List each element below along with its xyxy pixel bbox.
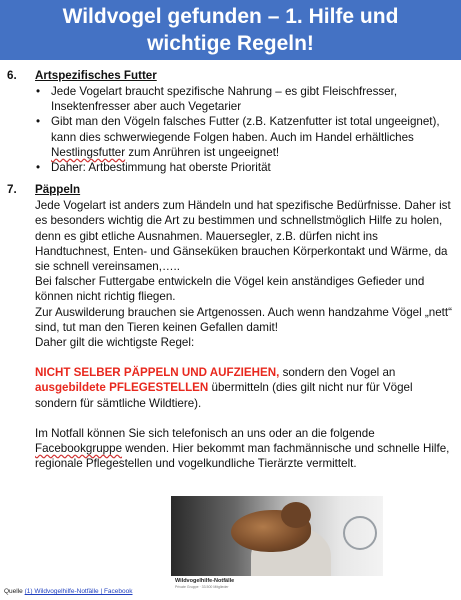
list-item: • Gibt man den Vögeln falsches Futter (z.B. Katzenfutter ist total ungeeignet), kann dies schwerwiegende Folgen haben. Auch im Handel erhältliches Nestlingsfutter zum Anrühren ist ungeeignet!: [0, 114, 461, 160]
caption-title: Wildvogelhilfe-Notfälle: [175, 578, 235, 584]
paragraph: Zur Auswilderung brauchen sie Artgenossen. Auch wenn handzahme Vögel „nett“ sind, tut man den Tieren keinen Gefallen damit!: [35, 305, 452, 334]
photo-caption: [175, 578, 375, 590]
rule-highlight: ausgebildete PFLEGESTELLEN: [35, 381, 209, 395]
section-6-title: Artspezifisches Futter: [35, 69, 157, 82]
rule-paragraph: NICHT SELBER PÄPPELN UND AUFZIEHEN, sondern den Vogel an ausgebildete PFLEGESTELLEN übermitteln (dies gilt nicht nur für Vögel sondern für sämtliche Wildtiere).: [35, 366, 413, 410]
section-7-number: 7.: [7, 183, 17, 197]
paragraph: Bei falscher Futtergabe entwickeln die Vögel kein anständiges Gefieder und können nicht richtig fliegen.: [35, 275, 425, 304]
page-title-line1: Wildvogel gefunden – 1. Hilfe und: [62, 5, 399, 28]
list-item: • Jede Vogelart braucht spezifische Nahrung – es gibt Fleischfresser, Insektenfresser aber auch Vegetarier: [0, 84, 461, 114]
section-7-title: Päppeln: [35, 183, 81, 197]
caption-subtitle: Private Gruppe · 33.500 Mitglieder: [175, 585, 229, 589]
document-body: [0, 68, 461, 471]
section-6-number: 6.: [7, 69, 17, 82]
list-item: • Daher: Artbestimmung hat oberste Priorität: [0, 160, 461, 175]
spellcheck-word: Nestlingsfutter: [51, 145, 126, 159]
spellcheck-word: Facebookgruppe: [35, 442, 123, 456]
bird-photo: [171, 496, 383, 576]
source-line: [4, 588, 133, 595]
source-label: Quelle: [4, 588, 25, 595]
source-link[interactable]: (1) Wildvogelhilfe-Notfälle | Facebook: [24, 588, 133, 595]
rule-highlight: NICHT SELBER PÄPPELN UND AUFZIEHEN,: [35, 366, 280, 380]
section-7-heading: [0, 182, 461, 198]
title-banner: [0, 0, 461, 60]
section-6-heading: [0, 68, 461, 84]
section-6-list: [0, 84, 461, 175]
paragraph: Daher gilt die wichtigste Regel:: [35, 336, 195, 350]
page-title-line2: wichtige Regeln!: [147, 32, 314, 55]
notfall-paragraph: Im Notfall können Sie sich telefonisch an uns oder an die folgende Facebookgruppe wenden. Hier bekommt man fachmännische und schnelle Hilfe, regionale Pflegestellen und vogelkundliche Tierärzte vermittelt.: [35, 426, 450, 471]
sparrow-head: [281, 502, 311, 528]
paragraph: Jede Vogelart ist anders zum Händeln und hat spezifische Bedürfnisse. Daher ist es besonders wichtig die Art zu bestimmen und schnellstmöglich Hilfe zu holen, denn es gibt etliche Ausnahmen. Mauersegler, z.B. dürfen nicht ins Handtuchnest, Enten- und Gänseküken brauchen Körperkontakt und Wärme, da sie schnell vereinsamen,…..: [35, 199, 451, 274]
group-logo-icon: [343, 516, 377, 550]
